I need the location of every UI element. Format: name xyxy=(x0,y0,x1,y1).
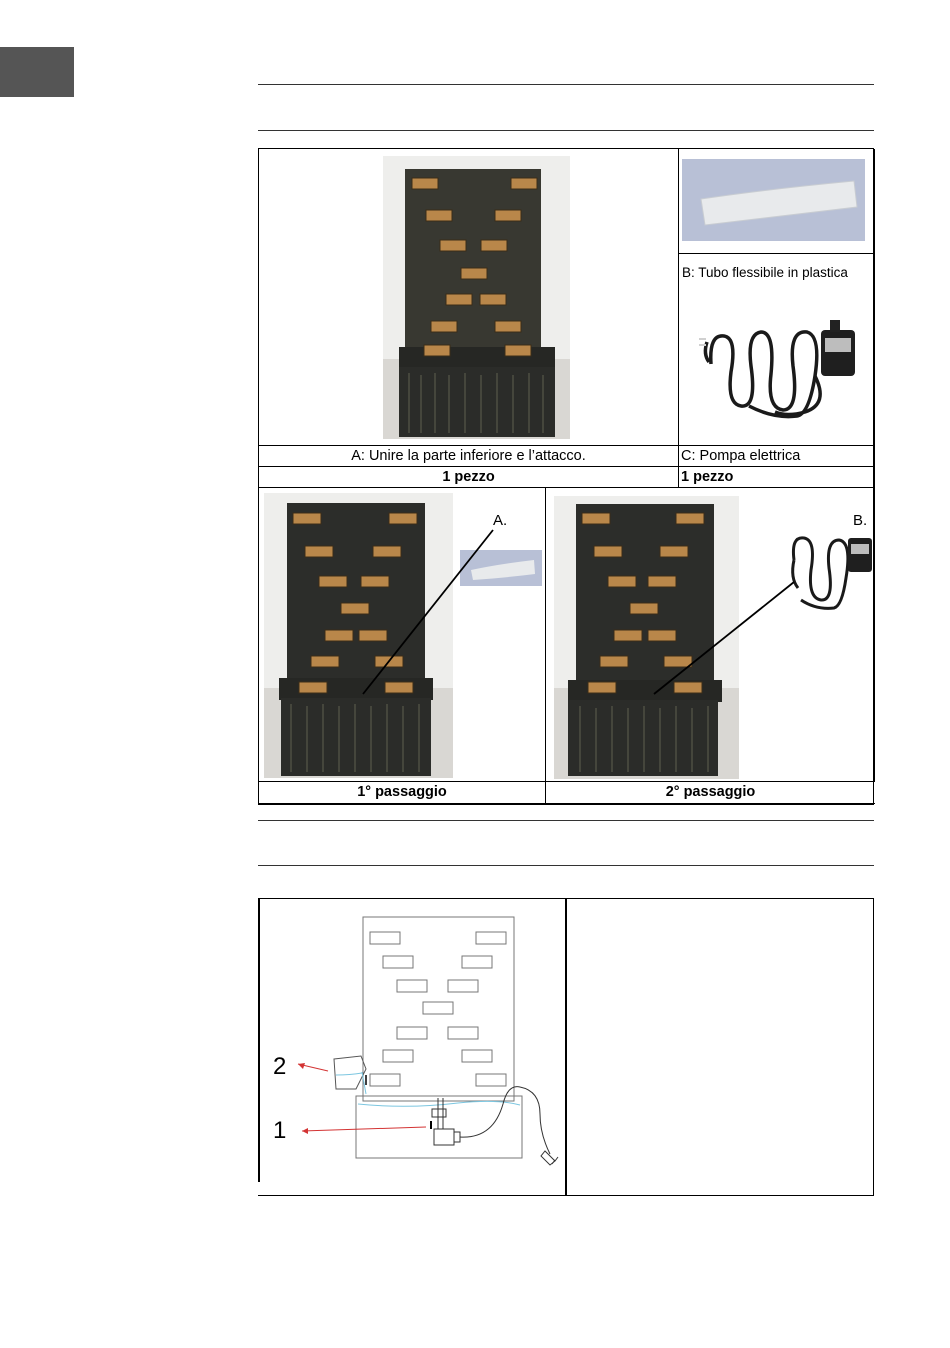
header-rule-bottom xyxy=(258,130,874,131)
part-a-photo-cell xyxy=(259,149,679,446)
section-rule-top xyxy=(258,820,874,821)
step1-label: 1° passaggio xyxy=(357,784,447,800)
diagram-label-2: 2 xyxy=(273,1053,287,1080)
diagram-label-1: 1 xyxy=(273,1117,287,1144)
part-b-photo-cell xyxy=(679,149,875,254)
diagram-table xyxy=(258,898,874,1196)
tube-photo xyxy=(679,149,875,254)
step1-image-cell xyxy=(259,488,546,782)
qty-c: 1 pezzo xyxy=(681,469,734,485)
fountain-photo xyxy=(259,149,679,446)
part-c-label-cell xyxy=(679,446,875,467)
step1-illustration xyxy=(259,488,546,782)
diagram-divider xyxy=(565,899,567,1196)
pump-photo xyxy=(679,254,875,446)
step2-label: 2° passaggio xyxy=(665,784,756,800)
part-a-label: A: Unire la parte inferiore e l’attacco. xyxy=(351,448,586,464)
fountain-line-diagram xyxy=(258,899,565,1195)
part-b-label-cell xyxy=(679,254,875,446)
qty-a: 1 pezzo xyxy=(442,469,495,485)
part-a-label-cell xyxy=(259,446,679,467)
section-rule-bottom xyxy=(258,865,874,866)
step2-image-cell xyxy=(546,488,875,782)
qty-a-cell xyxy=(259,467,679,488)
step2-label-cell xyxy=(546,782,875,804)
section-tab xyxy=(0,47,74,97)
parts-table xyxy=(258,148,874,805)
header-rule-top xyxy=(258,84,874,85)
part-b-label: B: Tubo flessibile in plastica xyxy=(682,265,848,280)
step1-callout: A. xyxy=(493,512,508,529)
step2-callout: B. xyxy=(853,512,868,529)
part-c-label: C: Pompa elettrica xyxy=(681,448,801,464)
step1-label-cell xyxy=(259,782,546,804)
qty-c-cell xyxy=(679,467,875,488)
step2-illustration xyxy=(546,488,875,782)
